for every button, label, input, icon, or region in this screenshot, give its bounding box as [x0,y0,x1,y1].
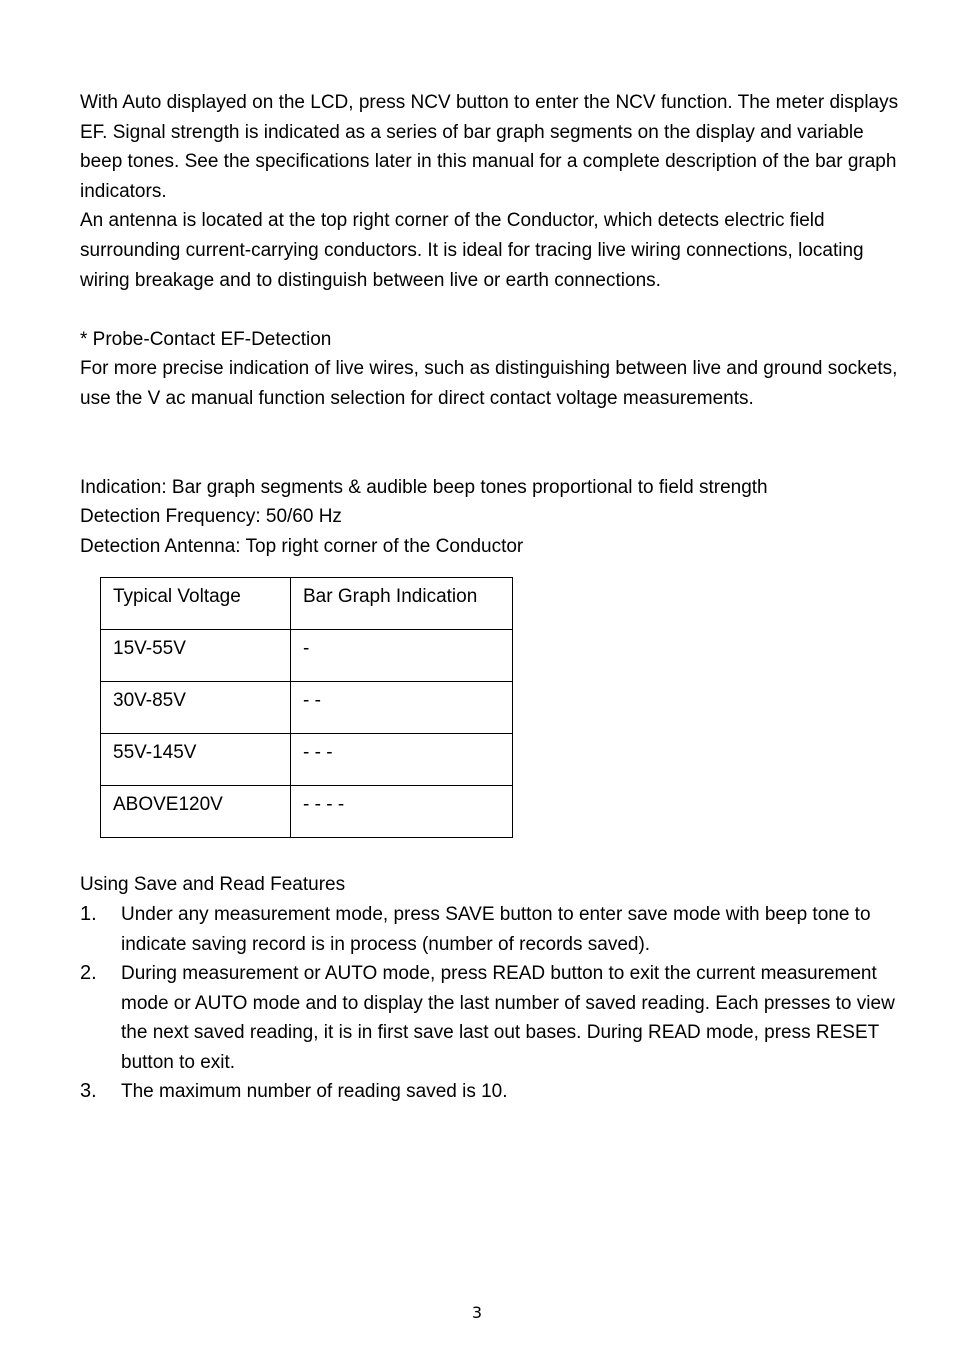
save-read-title: Using Save and Read Features [80,874,346,896]
step-text: During measurement or AUTO mode, press READ button to exit the current measurement mode or AUTO mode and to display the last number of saved reading. Each presses to view the next saved reading, it is in first save last out bases. During READ mode, press RESET button to exit. [121,963,895,1073]
document-page [80,88,900,1107]
table-cell-voltage: 15V-55V [101,630,291,682]
table-header-cell: Bar Graph Indication [291,578,513,630]
list-item [80,1077,900,1107]
intro-paragraph: With Auto displayed on the LCD, press NCV button to enter the NCV function. The meter displays EF. Signal strength is indicated as a series of bar graph segments on the display and variable beep tones. See the specifications later in this manual for a complete description of the bar graph indicators. [80,92,899,202]
spec-indication: Indication: Bar graph segments & audible beep tones proportional to field strength [80,476,768,498]
probe-contact-heading: * Probe-Contact EF-Detection [80,328,332,350]
probe-contact-body: For more precise indication of live wires, such as distinguishing between live and ground sockets, use the V ac manual function selection for direct contact voltage measurements. [80,358,898,409]
step-number: 3. [80,1080,97,1103]
table-row [101,786,513,838]
spacer [80,414,900,473]
page-number: 3 [471,1303,483,1322]
spec-detection-antenna: Detection Antenna: Top right corner of the Conductor [80,535,524,557]
table-cell-indication: - [291,630,513,682]
step-number: 1. [80,902,97,925]
table-cell-indication: - - - [291,734,513,786]
table-row [101,682,513,734]
bar-graph-table [100,577,513,838]
save-read-steps [80,900,900,1107]
step-text: The maximum number of reading saved is 10. [121,1081,508,1103]
spec-detection-frequency: Detection Frequency: 50/60 Hz [80,506,342,528]
list-item [80,900,900,959]
table-cell-voltage: ABOVE120V [101,786,291,838]
table-row [101,630,513,682]
table-header-cell: Typical Voltage [101,578,291,630]
spacer [80,295,900,325]
table-cell-voltage: 30V-85V [101,682,291,734]
table-cell-voltage: 55V-145V [101,734,291,786]
table-row [101,734,513,786]
table-header-row [101,578,513,630]
step-number: 2. [80,962,97,985]
list-item [80,959,900,1077]
table-cell-indication: - - [291,682,513,734]
intro-paragraph: An antenna is located at the top right corner of the Conductor, which detects electric field surrounding current-carrying conductors. It is ideal for tracing live wiring connections, locating wiring breakage and to distinguish between live or earth connections. [80,210,864,291]
step-text: Under any measurement mode, press SAVE button to enter save mode with beep tone to indicate saving record is in process (number of records saved). [121,903,871,955]
table-cell-indication: - - - - [291,786,513,838]
